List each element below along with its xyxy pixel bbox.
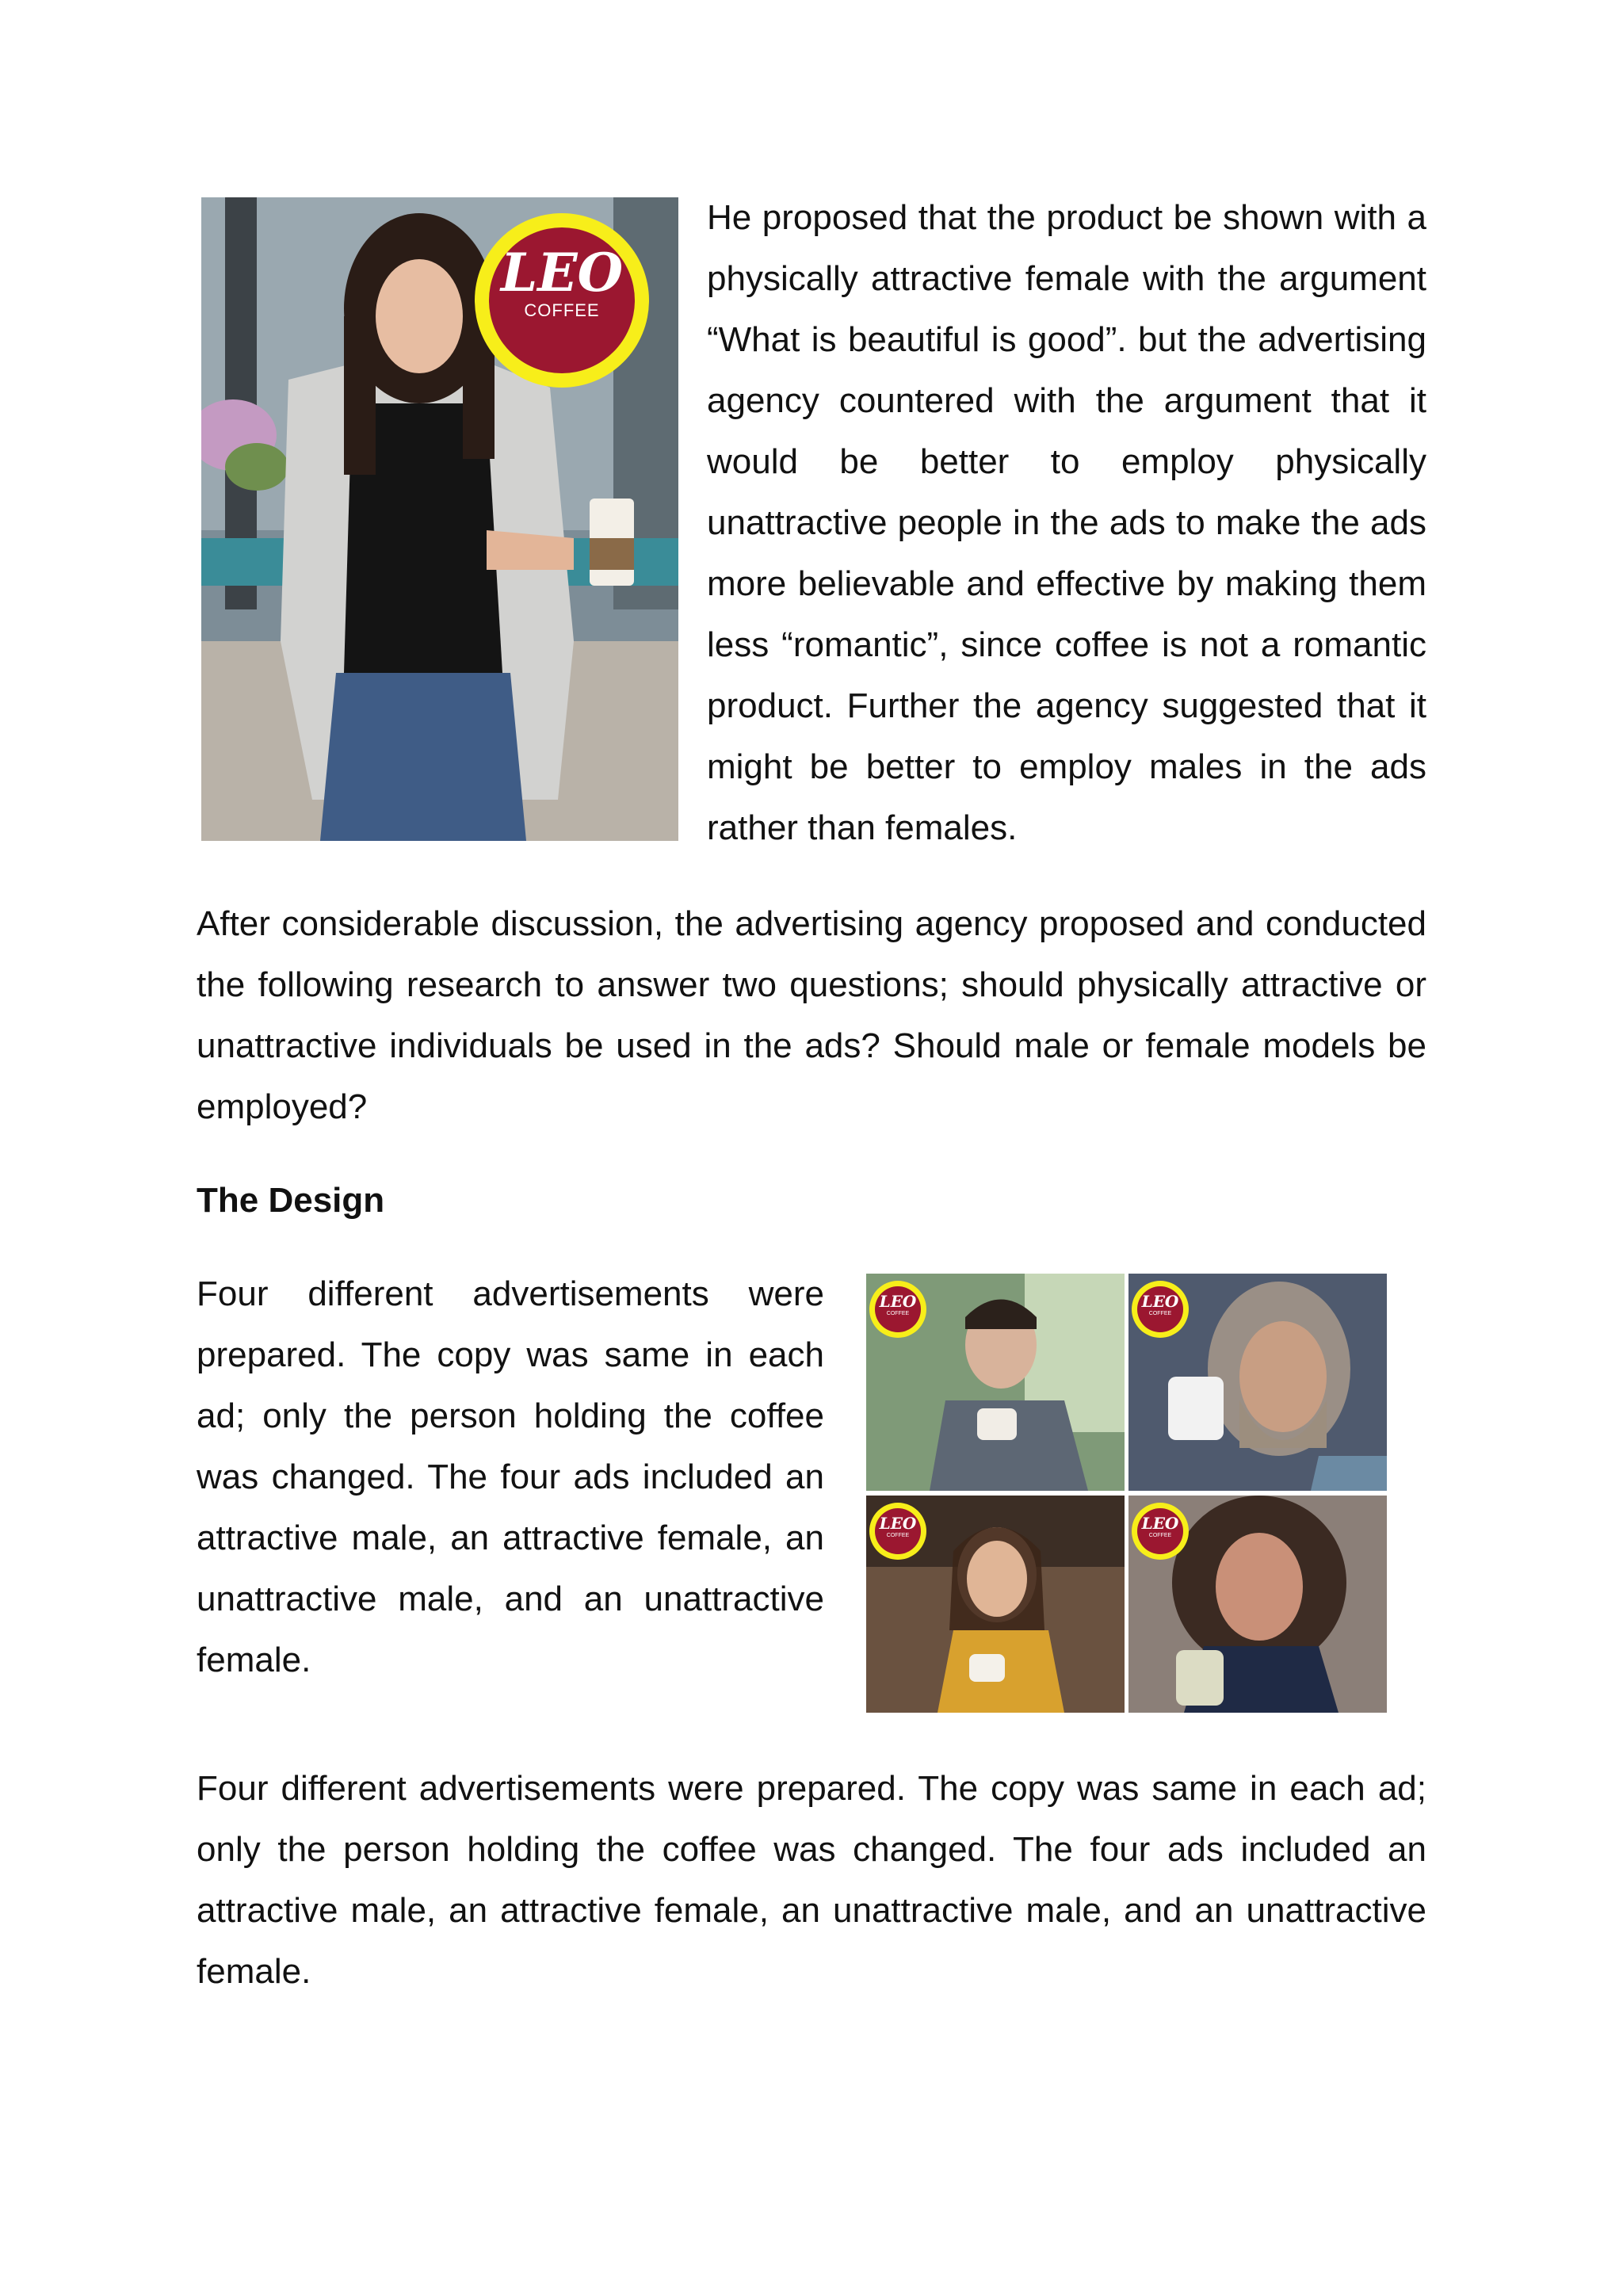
- intro-paragraph: He proposed that the product be shown with a physically attractive female with the argument “What is beautiful is good”. but the advertising agency countered with the argument that it would be better to employ physically unattractive people in the ads to make the ads more believable and effective by making them less “romantic”, since coffee is not a romantic product. Further the agency suggested that it might be better to employ males in the ads rather than females.: [707, 198, 1426, 847]
- ad-logo-sub: COFFEE: [886, 1311, 910, 1316]
- ad-logo-brand: LEO: [879, 1514, 917, 1533]
- ad-logo-brand: LEO: [879, 1292, 917, 1311]
- section-heading: The Design: [197, 1181, 385, 1220]
- ad-logo-sub: COFFEE: [886, 1533, 910, 1538]
- ad-logo-brand: LEO: [1141, 1514, 1179, 1533]
- logo-brand: LEO: [500, 242, 624, 304]
- ad-logo-2: [1132, 1293, 1189, 1317]
- design-paragraph: Four different advertisements were prepared. The copy was same in each ad; only the person holding the coffee was changed. The four ads included an attractive male, an attractive female, an unattractive male, and an unattractive female.: [197, 1274, 824, 1679]
- logo-brand-sub: COFFEE: [524, 300, 600, 320]
- ad-logo-1: [869, 1293, 926, 1317]
- ad-logo-brand: LEO: [1141, 1292, 1179, 1311]
- ad-logo-4: [1132, 1515, 1189, 1539]
- discussion-paragraph: After considerable discussion, the advertising agency proposed and conducted the following research to answer two questions; should physically attractive or unattractive individuals be used in the ads? Should male or female models be employed?: [197, 904, 1426, 1126]
- repeat-paragraph: Four different advertisements were prepared. The copy was same in each ad; only the person holding the coffee was changed. The four ads included an attractive male, an attractive female, an unattractive male, and an unattractive female.: [197, 1769, 1426, 1991]
- intro-ad-photo: [201, 197, 678, 841]
- intro-logo-text: [475, 242, 649, 321]
- ads-grid: [866, 1274, 1387, 1713]
- ad-logo-3: [869, 1515, 926, 1539]
- ad-logo-sub: COFFEE: [1148, 1311, 1172, 1316]
- ad-logo-sub: COFFEE: [1148, 1533, 1172, 1538]
